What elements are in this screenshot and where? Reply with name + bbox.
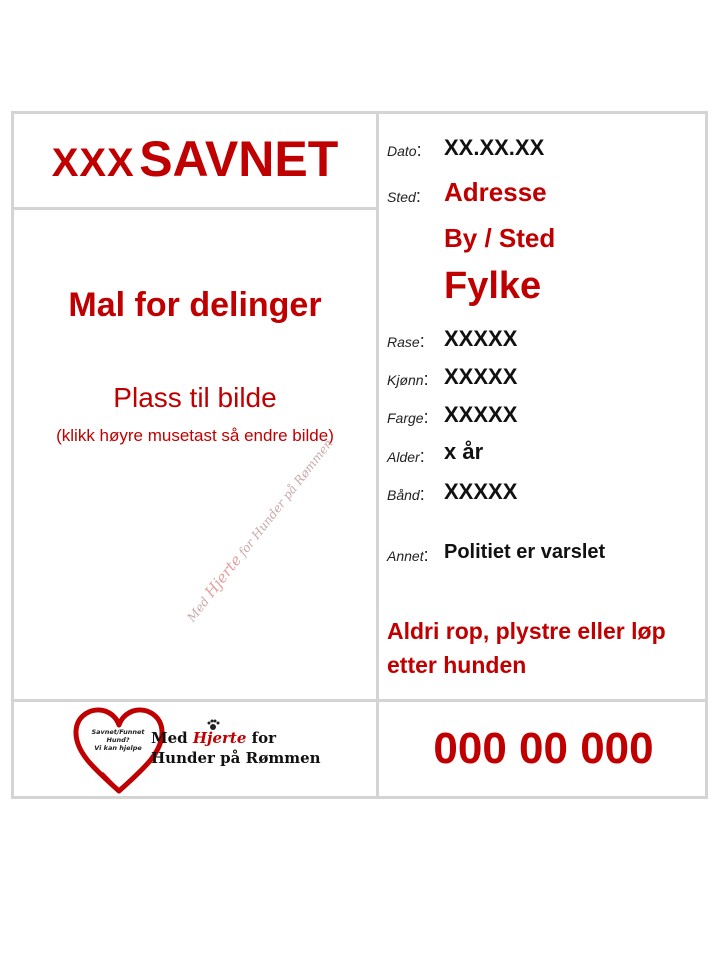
breed-label: Rase: (387, 331, 425, 351)
date-label: Dato: (387, 140, 422, 160)
column-divider (376, 114, 379, 796)
warning-text: Aldri rop, plystre eller løp etter hunden (387, 618, 666, 678)
footer-divider (14, 699, 705, 702)
page-title (14, 130, 376, 188)
color-value: XXXXX (444, 402, 518, 427)
breed-value: XXXXX (444, 326, 518, 351)
age-label: Alder: (387, 446, 425, 466)
gender-label: Kjønn: (387, 369, 429, 389)
photo-placeholder-label[interactable]: Plass til bilde (113, 382, 277, 413)
watermark: Med Hjerte for Hunder på Rømmen (184, 436, 336, 625)
location-address: Adresse (444, 177, 547, 207)
title-main: SAVNET (139, 131, 339, 187)
photo-placeholder-note: (klikk høyre musetast så endre bilde) (56, 426, 334, 445)
other-label: Annet: (387, 545, 429, 565)
template-heading: Mal for delinger (68, 286, 322, 324)
date-value: XX.XX.XX (444, 135, 545, 160)
location-county: Fylke (444, 265, 542, 307)
missing-dog-poster (11, 111, 708, 799)
gender-value: XXXXX (444, 364, 518, 389)
leash-value: XXXXX (444, 479, 518, 504)
phone-number: 000 00 000 (433, 724, 654, 773)
title-divider (14, 207, 376, 210)
other-value: Politiet er varslet (444, 541, 606, 563)
title-prefix: XXX (51, 141, 135, 185)
logo-heart-text: Savnet/Funnet Hund? Vi kan hjelpe (91, 728, 145, 752)
leash-label: Bånd: (387, 484, 425, 504)
location-label: Sted: (387, 186, 421, 206)
location-city: By / Sted (444, 223, 556, 253)
color-label: Farge: (387, 407, 429, 427)
logo-name: Med Hjerte for Hunder på Rømmen (151, 729, 321, 767)
age-value: x år (444, 439, 484, 464)
